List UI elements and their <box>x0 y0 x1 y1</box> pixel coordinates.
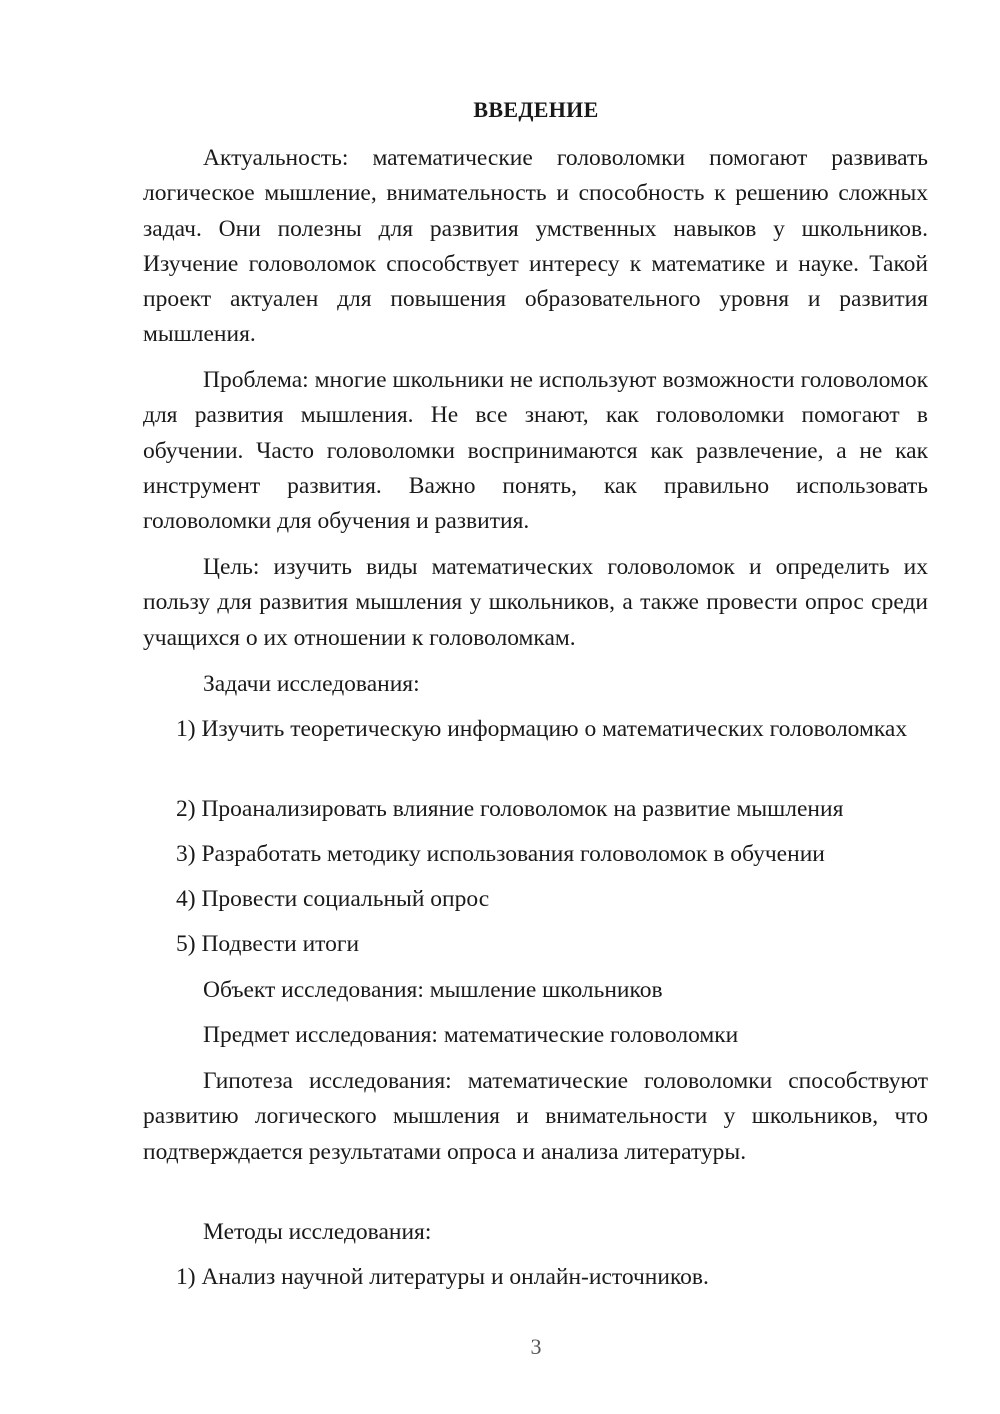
research-subject: Предмет исследования: математические головоломки <box>203 1022 739 1048</box>
tasks-heading: Задачи исследования: <box>203 671 420 697</box>
hypothesis-text: Гипотеза исследования: математические головоломки способствуют развитию логического мышления и внимательности у школьников, что подтверждается результатами опроса и анализа литературы. <box>143 1068 928 1165</box>
task-item: 2) Проанализировать влияние головоломок на развитие мышления <box>176 796 844 822</box>
task-item: 1) Изучить теоретическую информацию о математических головоломках <box>176 716 908 742</box>
task-item: 4) Провести социальный опрос <box>176 886 490 912</box>
relevance-text: Актуальность: математические головоломки помогают развивать логическое мышление, внимательность и способность к решению сложных задач. Они полезны для развития умственных навыков у школьников. Изучение головоломок способствует интересу к математике и науке. Такой проект актуален для повышения образовательного уровня и развития мышления. <box>143 145 928 348</box>
research-object: Объект исследования: мышление школьников <box>203 977 663 1003</box>
task-item: 3) Разработать методику использования головоломок в обучении <box>176 841 825 867</box>
problem-paragraph <box>143 363 928 539</box>
hypothesis-paragraph <box>143 1064 928 1170</box>
task-item: 5) Подвести итоги <box>176 931 360 957</box>
goal-paragraph <box>143 550 928 656</box>
methods-heading: Методы исследования: <box>203 1219 432 1245</box>
goal-text: Цель: изучить виды математических головоломок и определить их пользу для развития мышления у школьников, а также провести опрос среди учащихся о их отношении к головоломкам. <box>143 554 928 651</box>
relevance-paragraph <box>143 141 928 353</box>
method-item: 1) Анализ научной литературы и онлайн-источников. <box>176 1264 709 1290</box>
problem-text: Проблема: многие школьники не используют возможности головоломок для развития мышления. Не все знают, как головоломки помогают в обучении. Часто головоломки воспринимаются как развлечение, а не как инструмент развития. Важно понять, как правильно использовать головоломки для обучения и развития. <box>143 367 928 535</box>
page-title: ВВЕДЕНИЕ <box>473 97 599 122</box>
page-number: 3 <box>530 1334 542 1359</box>
